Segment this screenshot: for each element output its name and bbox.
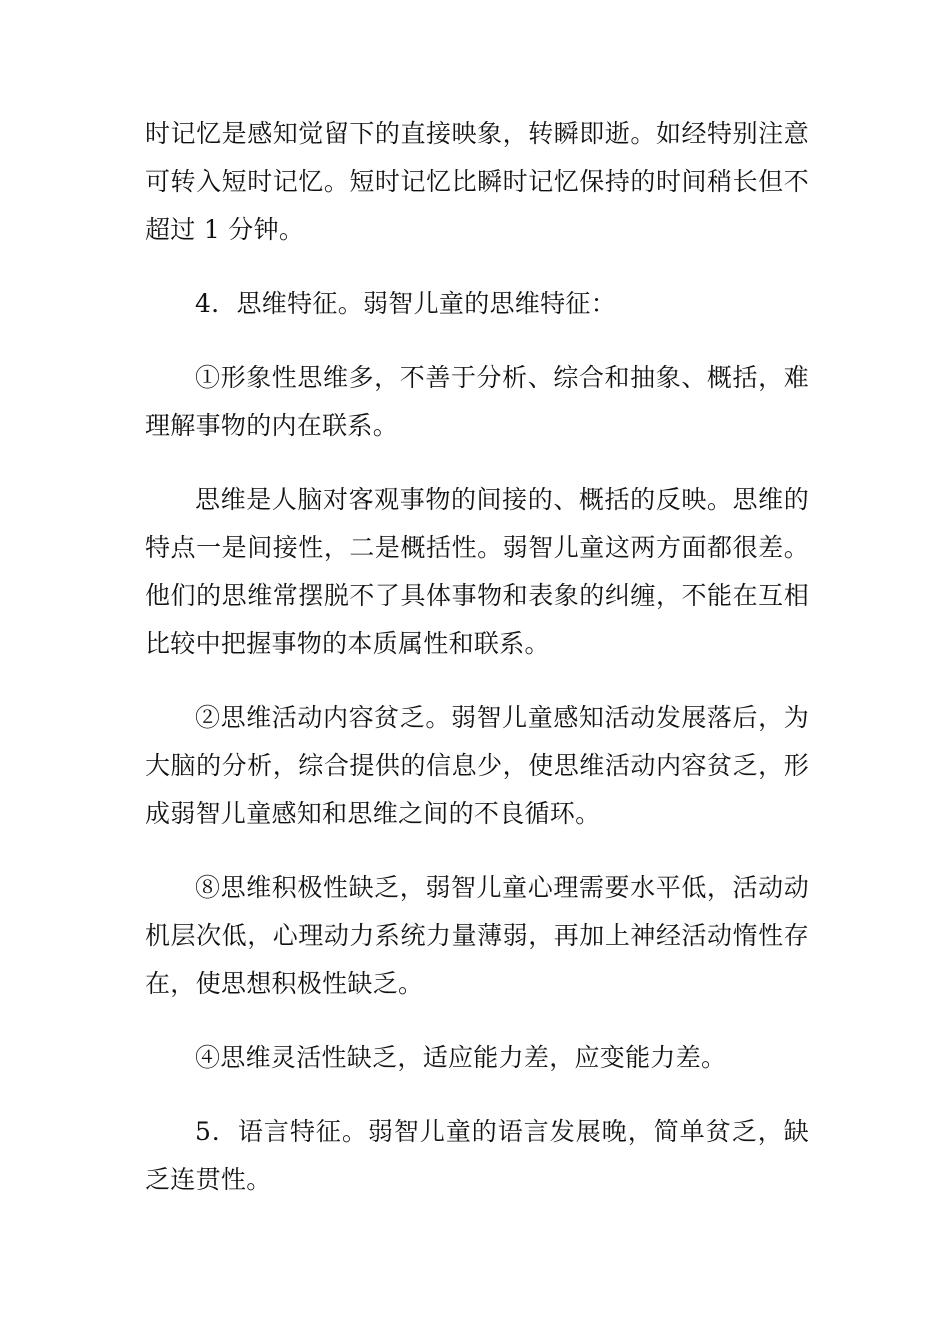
paragraph-thinking-point-2: ②思维活动内容贫乏。弱智儿童感知活动发展落后，为大脑的分析，综合提供的信息少，使思维活动内容贫乏，形成弱智儿童感知和思维之间的不良循环。 (145, 703, 809, 828)
paragraph-thinking-point-3: ⑧思维积极性缺乏，弱智儿童心理需要水平低，活动动机层次低，心理动力系统力量薄弱，再加上神经活动惰性存在，使思想积极性缺乏。 (145, 873, 809, 998)
paragraph-language-heading: 5．语言特征。弱智儿童的语言发展晚，简单贫乏，缺乏连贯性。 (145, 1117, 809, 1194)
paragraph-memory-continued: 时记忆是感知觉留下的直接映象，转瞬即逝。如经特别注意可转入短时记忆。短时记忆比瞬时记忆保持的时间稍长但不超过 1 分钟。 (145, 119, 809, 244)
paragraph-thinking-point-4: ④思维灵活性缺乏，适应能力差，应变能力差。 (195, 1043, 727, 1072)
document-body (145, 110, 809, 1230)
paragraph-thinking-point-1: ①形象性思维多，不善于分析、综合和抽象、概括，难理解事物的内在联系。 (145, 363, 809, 440)
paragraph-thinking-definition: 思维是人脑对客观事物的间接的、概括的反映。思维的特点一是间接性，二是概括性。弱智儿童这两方面都很差。他们的思维常摆脱不了具体事物和表象的纠缠，不能在互相比较中把握事物的本质属性和联系。 (145, 485, 809, 658)
paragraph-thinking-heading: 4．思维特征。弱智儿童的思维特征： (195, 289, 617, 318)
